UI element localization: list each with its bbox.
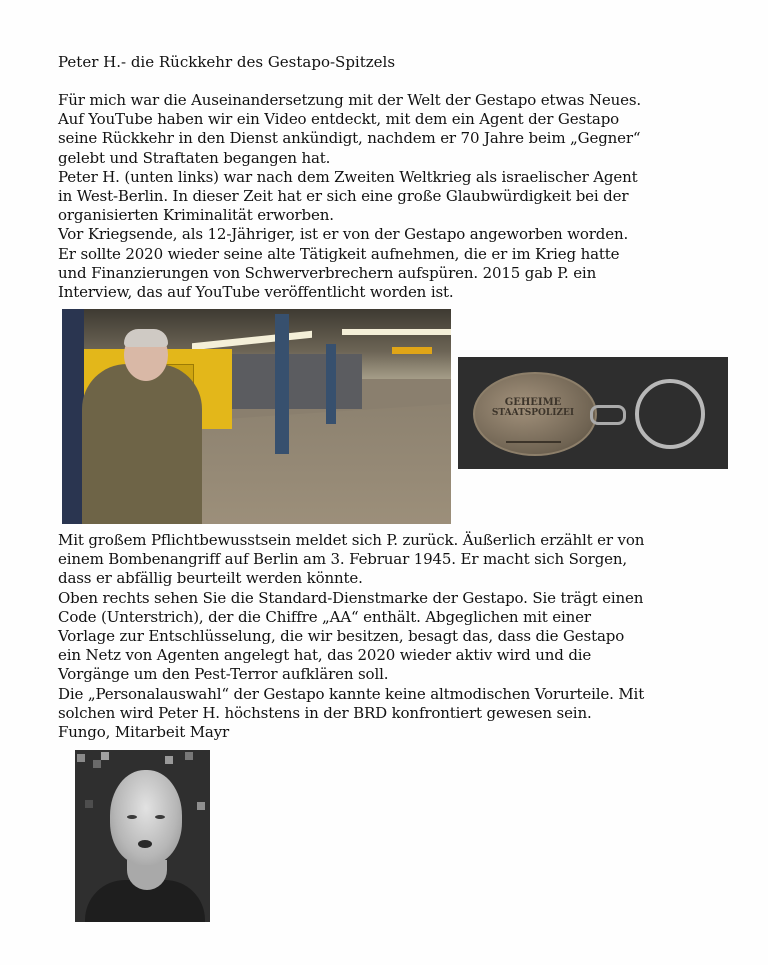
text-line: Peter H. (unten links) war nach dem Zweiten Weltkrieg als israelischer Agent bbox=[58, 167, 638, 186]
photo-wall bbox=[232, 354, 362, 409]
text-line: Er sollte 2020 wieder seine alte Tätigkeit aufnehmen, die er im Krieg hatte bbox=[58, 244, 620, 263]
photo-pillar bbox=[275, 314, 289, 454]
portrait-eye bbox=[155, 815, 165, 819]
paragraph-body bbox=[58, 531, 644, 742]
text-line: organisierten Kriminalität erworben. bbox=[58, 206, 334, 225]
photo-light bbox=[342, 329, 451, 335]
text-line: Interview, das auf YouTube veröffentlicht worden ist. bbox=[58, 283, 454, 302]
photo-man-hair bbox=[124, 329, 168, 347]
text-line: Vorgänge um den Pest-Terror aufklären soll. bbox=[58, 665, 389, 684]
text-line: einem Bombenangriff auf Berlin am 3. Februar 1945. Er macht sich Sorgen, bbox=[58, 550, 628, 569]
portrait-photo bbox=[75, 750, 210, 922]
pixel-block bbox=[197, 802, 205, 810]
badge-text: STAATSPOLIZEI bbox=[491, 408, 575, 418]
badge-underline bbox=[506, 441, 561, 443]
author-line: Fungo, Mitarbeit Mayr bbox=[58, 723, 230, 742]
text-line: seine Rückkehr in den Dienst ankündigt, nachdem er 70 Jahre beim „Gegner“ bbox=[58, 129, 641, 148]
subway-photo bbox=[62, 309, 451, 524]
text-line: gelebt und Straftaten begangen hat. bbox=[58, 148, 331, 167]
text-line: in West-Berlin. In dieser Zeit hat er sich eine große Glaubwürdigkeit bei der bbox=[58, 187, 629, 206]
text-line: und Finanzierungen von Schwerverbrechern aufspüren. 2015 gab P. ein bbox=[58, 263, 597, 282]
pixel-block bbox=[85, 800, 93, 808]
article-title: Peter H.- die Rückkehr des Gestapo-Spitzels bbox=[58, 53, 396, 71]
portrait-head bbox=[110, 770, 182, 865]
pixel-block bbox=[165, 756, 173, 764]
text-line: Mit großem Pflichtbewusstsein meldet sich P. zurück. Äußerlich erzählt er von bbox=[58, 531, 645, 549]
key-ring bbox=[635, 379, 705, 449]
photo-man-coat bbox=[82, 364, 202, 524]
pixel-block bbox=[93, 760, 101, 768]
text-line: Oben rechts sehen Sie die Standard-Dienstmarke der Gestapo. Sie trägt einen bbox=[58, 588, 644, 607]
photo-sign bbox=[392, 347, 432, 354]
pixel-block bbox=[101, 752, 109, 760]
text-line: dass er abfällig beurteilt werden könnte. bbox=[58, 569, 363, 588]
text-line: ein Netz von Agenten angelegt hat, das 2020 wieder aktiv wird und die bbox=[58, 646, 592, 665]
text-line: Für mich war die Auseinandersetzung mit der Welt der Gestapo etwas Neues. bbox=[58, 91, 642, 109]
badge-photo bbox=[458, 357, 728, 469]
photo-pillar bbox=[326, 344, 336, 424]
badge-chain bbox=[590, 405, 626, 425]
text-line: Vorlage zur Entschlüsselung, die wir besitzen, besagt das, dass die Gestapo bbox=[58, 627, 625, 646]
badge-text: GEHEIME bbox=[504, 397, 562, 408]
text-line: solchen wird Peter H. höchstens in der BRD konfrontiert gewesen sein. bbox=[58, 703, 592, 722]
portrait-eye bbox=[127, 815, 137, 819]
text-line: Die „Personalauswahl“ der Gestapo kannte keine altmodischen Vorurteile. Mit bbox=[58, 684, 645, 703]
portrait-mouth bbox=[138, 840, 152, 848]
text-line: Code (Unterstrich), der die Chiffre „AA“ enthält. Abgeglichen mit einer bbox=[58, 607, 591, 626]
pixel-block bbox=[185, 752, 193, 760]
photo-pillar bbox=[62, 309, 84, 524]
pixel-block bbox=[77, 754, 85, 762]
text-line: Auf YouTube haben wir ein Video entdeckt, mit dem ein Agent der Gestapo bbox=[58, 110, 620, 129]
paragraph-intro bbox=[58, 91, 641, 302]
text-line: Vor Kriegsende, als 12-Jähriger, ist er von der Gestapo angeworben worden. bbox=[58, 225, 629, 244]
